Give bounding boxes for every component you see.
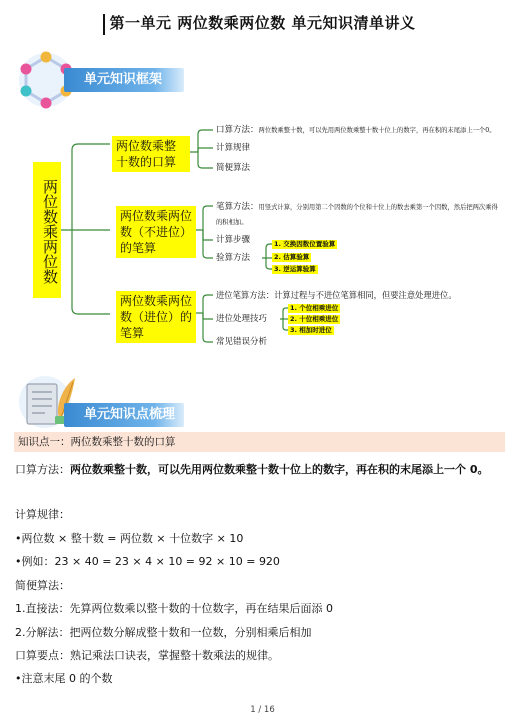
page-title: 第一单元 两位数乘两位数 单元知识清单讲义 [109,14,416,32]
mindmap-root: 两位数乘两位数 [33,162,61,298]
section-banner-knowledge: 单元知识点梳理 [64,403,184,427]
rule-label: 计算规律： [15,508,70,521]
item-head: 口算方法： [216,125,259,135]
page-number: 1 / 16 [250,705,275,715]
simple-method-2: 2.分解法：把两位数分解成整十数和一位数，分别相乘后相加 [15,626,312,639]
section-banner-framework: 单元知识框架 [64,68,184,92]
carry-tip-3: 3. 相加时进位 [290,326,332,334]
method-label: 口算方法： [15,463,70,476]
check-method-2: 2. 估算验算 [274,253,310,261]
knowledge-point-heading: 知识点一：两位数乘整十数的口算 [14,432,505,452]
item-head: 笔算方法： [216,202,259,212]
item-text: 两位数乘整十数，可以先用两位数乘整十数十位上的数字，再在积的末尾添上一个0。 [258,127,496,134]
mindmap-item [216,289,506,301]
method-paragraph [15,461,507,478]
mindmap-item: 计算规律 [216,143,251,153]
mindmap-item: 验算方法 [216,253,251,263]
mindmap-item: 常见错误分析 [216,337,268,347]
check-method-3: 3. 逆运算验算 [274,265,316,273]
simple-method-1: 1.直接法：先算两位数乘以整十数的十位数字，再在结果后面添 0 [15,602,333,615]
mindmap-item [216,124,516,137]
item-head: 进位笔算方法： [216,290,275,300]
mindmap-item [216,200,501,230]
mindmap-item: 进位处理技巧 [216,314,268,324]
mindmap-branch-1: 两位数乘整十数的口算 [112,136,190,172]
item-text: 计算过程与不进位笔算相同，但要注意处理进位。 [274,290,457,300]
simple-label: 简便算法： [15,579,70,592]
rule-formula: •两位数 × 整十数 = 两位数 × 十位数字 × 10 [15,532,244,545]
carry-tip-2: 2. 十位相乘进位 [290,315,339,323]
method-text: 两位数乘整十数，可以先用两位数乘整十数十位上的数字，再在积的末尾添上一个 0。 [70,463,489,476]
mindmap-item: 计算步骤 [216,235,251,245]
key-points: 口算要点：熟记乘法口诀表，掌握整十数乘法的规律。 [15,649,279,662]
carry-tip-1: 1. 个位相乘进位 [290,304,339,312]
item-text: 用竖式计算，分别用第二个因数的个位和十位上的数去乘第一个因数，然后把两次乘得的积相加。 [216,204,498,226]
note: •注意末尾 0 的个数 [15,672,113,685]
mindmap-branch-3: 两位数乘两位数（进位）的笔算 [116,291,196,343]
mindmap-branch-2: 两位数乘两位数（不进位）的笔算 [116,206,196,258]
check-method-1: 1. 交换因数位置验算 [274,240,336,248]
mindmap-item: 简便算法 [216,163,251,173]
rule-example: •例如：23 × 40 = 23 × 4 × 10 = 92 × 10 = 920 [15,555,280,568]
